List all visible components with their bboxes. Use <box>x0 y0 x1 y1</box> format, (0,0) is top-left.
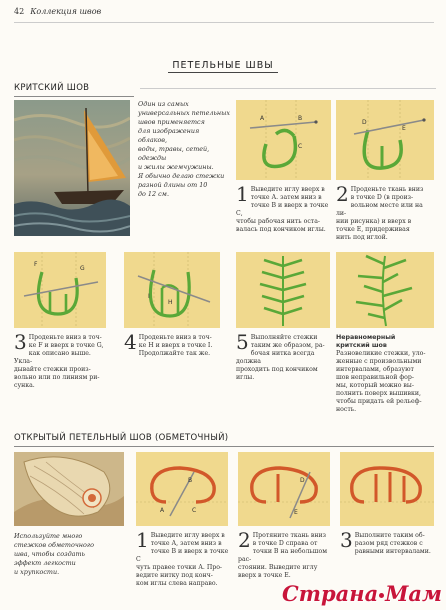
step-caption-2: 2 Проденьте ткань вниз в точке D (в произ- вольном месте или на ли- нии рисунка) и вверх в точке Е, придерживая нить под иглой. <box>336 182 424 241</box>
step-caption-4: 4 Проденьте вниз в точ- ке Н и вверх в точке I. Продолжайте так же. <box>124 330 213 357</box>
step-panel-3 <box>14 252 106 328</box>
buttonhole-panel-2 <box>238 452 330 526</box>
step-caption-5: 5 Выполняйте стежки таким же образом, ра- бочая нитка всегда должна проходить под кончиком иглы. <box>236 330 325 381</box>
section-rule-faint <box>140 88 436 89</box>
section-rule-2 <box>14 446 434 447</box>
page-number: 42 <box>14 7 25 16</box>
watermark-logo: Страна Мам <box>282 581 442 606</box>
bh2-label-d: D <box>300 477 305 484</box>
label-i: I <box>148 293 150 300</box>
buttonhole-panel-3 <box>340 452 434 526</box>
step-panel-1 <box>236 100 331 180</box>
irregular-cretan-title: Неравномерный критский шов <box>336 334 396 349</box>
buttonhole-caption-1: 1 Выведите иглу вверх в точке А, затем вниз в точке В и вверх в точке С чуть правее точки А. Про- ведите нитку под конч- ком иглы слева направо. <box>136 528 229 587</box>
bh1-label-a: A <box>160 507 165 514</box>
cretan-stitch-photo <box>14 100 130 236</box>
buttonhole-panel-1 <box>136 452 228 526</box>
page-title: ПЕТЕЛЬНЫЕ ШВЫ <box>0 60 446 71</box>
label-c: C <box>298 143 303 150</box>
section-title-cretan: КРИТСКИЙ ШОВ <box>14 83 90 93</box>
buttonhole-caption-3: 3 Выполните таким об- разом ряд стежков с равными интервалами. <box>340 528 431 555</box>
bh1-label-b: B <box>188 477 193 484</box>
step-caption-1: 1 Выведите иглу вверх в точке А. затем вниз в точке В и вверх в точке С, чтобы рабочая нить оста- валась под кончиком иглы. <box>236 182 329 233</box>
irregular-cretan-caption: Неравномерный критский шов Разновеликие стежки, уло- женные с произвольными интервалами, образуют шов неправильной фор- мы, который можно вы- полнить поверх вышивки, чтобы придать ей рельеф- ность. <box>336 334 436 414</box>
label-d: D <box>362 119 367 126</box>
buttonhole-caption-2: 2 Протяните ткань вниз в точке D справа от точки В на небольшом рас- стоянии. Выведите иглу вверх в точке Е. <box>238 528 328 579</box>
open-buttonhole-intro: Используйте много стежков обметочного шва, чтобы создать эффект легкости и хрупкости. <box>14 532 94 576</box>
header-divider <box>14 22 434 23</box>
step-panel-2 <box>336 100 434 180</box>
label-h: H <box>168 299 173 306</box>
running-title: Коллекция швов <box>30 7 102 16</box>
label-b: B <box>298 115 303 122</box>
label-a: A <box>260 115 265 122</box>
cretan-intro: Один из самых универсальных петельных швов применяется для изображения облаков, воды, травы, сетей, одежды и жилы жемчужины. Я обычно делаю стежки разной длины от 10 до 12 см. <box>138 100 230 198</box>
running-header <box>14 7 101 16</box>
label-g: G <box>80 265 85 272</box>
open-buttonhole-photo <box>14 452 124 526</box>
step-caption-3: 3 Проденьте вниз в точ- ке F и вверх в точке G, как описано выше. Укла- дывайте стежки произ- вольно или по линиям ри- сунка. <box>14 330 104 389</box>
step-panel-5 <box>236 252 330 328</box>
label-f: F <box>34 261 38 268</box>
bh2-label-e: E <box>294 509 298 516</box>
label-e: E <box>402 125 406 132</box>
section-title-open-buttonhole: ОТКРЫТЫЙ ПЕТЕЛЬНЫЙ ШОВ (ОБМЕТОЧНЫЙ) <box>14 433 229 443</box>
bh1-label-c: C <box>192 507 197 514</box>
step-panel-6 <box>336 252 434 328</box>
watermark-dot-icon <box>379 593 384 598</box>
section-rule <box>14 96 134 97</box>
step-panel-4 <box>124 252 220 328</box>
